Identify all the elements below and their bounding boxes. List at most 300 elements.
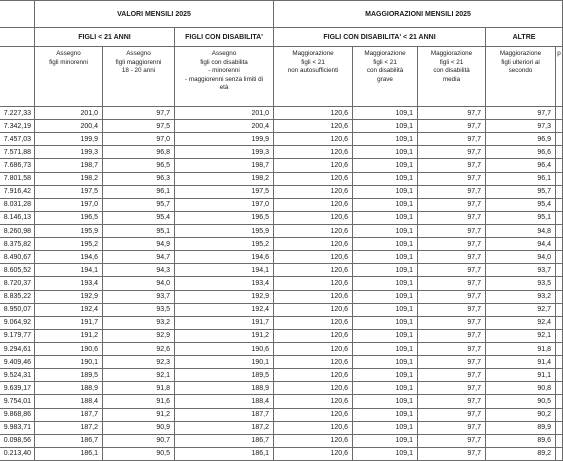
value-cell: 120,6 xyxy=(274,107,353,120)
value-cell: 94,4 xyxy=(486,238,556,251)
value-cell: 96,1 xyxy=(103,185,175,198)
value-cell: 96,9 xyxy=(486,133,556,146)
value-cell: 97,3 xyxy=(486,120,556,133)
value-cell xyxy=(556,159,563,172)
subgroup-other: ALTRE xyxy=(486,28,563,47)
value-cell: 91,4 xyxy=(486,356,556,369)
value-cell: 120,6 xyxy=(274,224,353,237)
value-cell: 192,4 xyxy=(35,303,103,316)
value-cell: 97,7 xyxy=(418,172,486,185)
value-cell: 94,3 xyxy=(103,264,175,277)
value-cell xyxy=(556,395,563,408)
value-cell: 120,6 xyxy=(274,329,353,342)
value-cell: 94,9 xyxy=(103,238,175,251)
value-cell: 97,7 xyxy=(486,107,556,120)
value-cell: 109,1 xyxy=(353,172,418,185)
value-cell: 91,8 xyxy=(103,382,175,395)
value-cell: 109,1 xyxy=(353,290,418,303)
value-cell xyxy=(556,133,563,146)
value-cell: 187,2 xyxy=(175,421,274,434)
value-cell: 120,6 xyxy=(274,251,353,264)
value-cell xyxy=(556,277,563,290)
value-cell: 186,1 xyxy=(35,447,103,460)
value-cell: 191,7 xyxy=(175,316,274,329)
value-cell: 120,6 xyxy=(274,264,353,277)
value-cell: 109,1 xyxy=(353,434,418,447)
column-header-8 xyxy=(556,47,563,107)
value-cell: 191,2 xyxy=(35,329,103,342)
value-cell: 90,5 xyxy=(103,447,175,460)
value-cell: 120,6 xyxy=(274,120,353,133)
table-row xyxy=(0,224,563,237)
value-cell: 197,0 xyxy=(35,198,103,211)
income-threshold-cell: 9.983,71 xyxy=(0,421,35,434)
value-cell: 92,4 xyxy=(486,316,556,329)
table-row xyxy=(0,172,563,185)
value-cell: 200,4 xyxy=(35,120,103,133)
table-body xyxy=(0,107,563,461)
column-header-1 xyxy=(35,47,103,107)
value-cell: 109,1 xyxy=(353,120,418,133)
income-threshold-cell: 7.227,33 xyxy=(0,107,35,120)
column-header-line: figli < 21 xyxy=(439,58,464,66)
value-cell: 190,1 xyxy=(175,356,274,369)
value-cell: 109,1 xyxy=(353,133,418,146)
value-cell: 96,6 xyxy=(486,146,556,159)
value-cell xyxy=(556,342,563,355)
income-threshold-cell: 7.801,58 xyxy=(0,172,35,185)
value-cell: 90,5 xyxy=(486,395,556,408)
column-header-line: figli maggiorenni xyxy=(115,58,162,66)
table-row xyxy=(0,342,563,355)
value-cell: 200,4 xyxy=(175,120,274,133)
value-cell: 97,7 xyxy=(103,107,175,120)
value-cell: 97,7 xyxy=(418,185,486,198)
value-cell: 97,7 xyxy=(418,146,486,159)
value-cell: 97,7 xyxy=(418,447,486,460)
value-cell xyxy=(556,434,563,447)
column-header-line: - minorenni xyxy=(208,67,240,75)
group-header-row xyxy=(0,1,563,28)
value-cell: 186,7 xyxy=(175,434,274,447)
value-cell: 109,1 xyxy=(353,408,418,421)
value-cell: 193,4 xyxy=(35,277,103,290)
value-cell: 89,9 xyxy=(486,421,556,434)
income-threshold-cell: 9.754,01 xyxy=(0,395,35,408)
value-cell: 120,6 xyxy=(274,159,353,172)
column-header-line: grave xyxy=(377,75,393,83)
value-cell: 109,1 xyxy=(353,316,418,329)
value-cell: 187,2 xyxy=(35,421,103,434)
column-header-3 xyxy=(175,47,274,107)
value-cell xyxy=(556,303,563,316)
value-cell: 97,7 xyxy=(418,107,486,120)
value-cell: 190,6 xyxy=(175,342,274,355)
table-row xyxy=(0,303,563,316)
income-threshold-cell: 8.490,67 xyxy=(0,251,35,264)
subgroup-children-disability-under-21: FIGLI CON DISABILITA' < 21 ANNI xyxy=(274,28,486,47)
value-cell: 95,4 xyxy=(103,211,175,224)
value-cell xyxy=(556,356,563,369)
value-cell xyxy=(556,146,563,159)
value-cell: 95,1 xyxy=(486,211,556,224)
value-cell: 198,2 xyxy=(175,172,274,185)
table-row xyxy=(0,264,563,277)
subgroup-children-under-21: FIGLI < 21 ANNI xyxy=(35,28,175,47)
value-cell: 93,5 xyxy=(486,277,556,290)
value-cell: 97,7 xyxy=(418,198,486,211)
value-cell: 94,7 xyxy=(103,251,175,264)
value-cell: 109,1 xyxy=(353,185,418,198)
value-cell: 120,6 xyxy=(274,369,353,382)
value-cell: 92,9 xyxy=(103,329,175,342)
value-cell: 192,9 xyxy=(175,290,274,303)
value-cell: 97,7 xyxy=(418,408,486,421)
value-cell: 194,6 xyxy=(175,251,274,264)
column-header-line: figli minorenni xyxy=(49,58,88,66)
value-cell: 109,1 xyxy=(353,238,418,251)
income-threshold-cell: 9.064,92 xyxy=(0,316,35,329)
value-cell: 109,1 xyxy=(353,303,418,316)
value-cell: 90,2 xyxy=(486,408,556,421)
value-cell: 96,1 xyxy=(486,172,556,185)
value-cell: 97,7 xyxy=(418,421,486,434)
table-row xyxy=(0,198,563,211)
value-cell: 97,7 xyxy=(418,434,486,447)
value-cell: 120,6 xyxy=(274,303,353,316)
value-cell: 109,1 xyxy=(353,369,418,382)
value-cell: 91,8 xyxy=(486,342,556,355)
income-threshold-cell: 9.524,31 xyxy=(0,369,35,382)
value-cell xyxy=(556,369,563,382)
table-row xyxy=(0,408,563,421)
value-cell: 188,4 xyxy=(175,395,274,408)
group-monthly-increments: MAGGIORAZIONI MENSILI 2025 xyxy=(274,1,563,28)
income-threshold-cell: 8.375,82 xyxy=(0,238,35,251)
column-header-line: figli ulteriori al xyxy=(501,58,540,66)
value-cell: 201,0 xyxy=(35,107,103,120)
value-cell: 90,8 xyxy=(486,382,556,395)
income-threshold-cell: 0.213,40 xyxy=(0,447,35,460)
value-cell: 93,2 xyxy=(486,290,556,303)
value-cell: 89,2 xyxy=(486,447,556,460)
table-row xyxy=(0,421,563,434)
value-cell xyxy=(556,447,563,460)
value-cell: 120,6 xyxy=(274,447,353,460)
value-cell: 193,4 xyxy=(175,277,274,290)
value-cell xyxy=(556,172,563,185)
column-header-line: Maggiorazione xyxy=(292,50,334,57)
value-cell: 197,5 xyxy=(175,185,274,198)
value-cell: 109,1 xyxy=(353,329,418,342)
value-cell: 94,0 xyxy=(486,251,556,264)
value-cell: 92,1 xyxy=(486,329,556,342)
value-cell xyxy=(556,382,563,395)
value-cell: 90,7 xyxy=(103,434,175,447)
column-header-line: Assegno xyxy=(211,50,237,57)
table-row xyxy=(0,434,563,447)
column-header-4 xyxy=(274,47,353,107)
income-threshold-cell: 7.342,19 xyxy=(0,120,35,133)
value-cell: 190,1 xyxy=(35,356,103,369)
value-cell xyxy=(556,316,563,329)
income-threshold-cell: 9.409,46 xyxy=(0,356,35,369)
value-cell: 195,2 xyxy=(175,238,274,251)
table-row xyxy=(0,251,563,264)
value-cell xyxy=(556,211,563,224)
value-cell: 188,9 xyxy=(35,382,103,395)
value-cell: 97,7 xyxy=(418,395,486,408)
income-threshold-cell: 7.916,42 xyxy=(0,185,35,198)
table-row xyxy=(0,133,563,146)
income-threshold-cell: 8.720,37 xyxy=(0,277,35,290)
value-cell: 190,6 xyxy=(35,342,103,355)
value-cell: 195,9 xyxy=(35,224,103,237)
value-cell xyxy=(556,238,563,251)
income-threshold-cell: 8.950,07 xyxy=(0,303,35,316)
table-row xyxy=(0,290,563,303)
value-cell: 120,6 xyxy=(274,198,353,211)
value-cell: 120,6 xyxy=(274,238,353,251)
value-cell: 91,6 xyxy=(103,395,175,408)
value-cell: 196,5 xyxy=(35,211,103,224)
column-header-line: figli con disabilita xyxy=(200,58,248,66)
value-cell: 92,3 xyxy=(103,356,175,369)
column-header-line: Maggiorazione xyxy=(499,50,542,57)
column-header-line: con disabilità xyxy=(366,67,404,75)
column-header-line: p xyxy=(557,50,561,57)
value-cell: 97,7 xyxy=(418,356,486,369)
value-cell: 192,4 xyxy=(175,303,274,316)
income-threshold-cell: 9.639,17 xyxy=(0,382,35,395)
table-row xyxy=(0,356,563,369)
value-cell: 97,7 xyxy=(418,382,486,395)
table-row xyxy=(0,107,563,120)
value-cell: 120,6 xyxy=(274,211,353,224)
value-cell xyxy=(556,107,563,120)
value-cell: 109,1 xyxy=(353,251,418,264)
income-threshold-cell: 8.260,98 xyxy=(0,224,35,237)
income-threshold-cell: 9.868,86 xyxy=(0,408,35,421)
value-cell: 109,1 xyxy=(353,447,418,460)
value-cell: 109,1 xyxy=(353,198,418,211)
value-cell: 109,1 xyxy=(353,146,418,159)
value-cell: 187,7 xyxy=(175,408,274,421)
value-cell: 120,6 xyxy=(274,290,353,303)
value-cell: 97,7 xyxy=(418,277,486,290)
value-cell: 109,1 xyxy=(353,224,418,237)
value-cell: 120,6 xyxy=(274,408,353,421)
value-cell: 120,6 xyxy=(274,185,353,198)
column-header-line: Maggiorazione xyxy=(430,50,473,57)
income-threshold-cell: 9.294,61 xyxy=(0,342,35,355)
value-cell: 198,2 xyxy=(35,172,103,185)
value-cell: 109,1 xyxy=(353,395,418,408)
column-header-row xyxy=(0,47,563,107)
table-row xyxy=(0,146,563,159)
subgroup-header-row xyxy=(0,28,563,47)
value-cell: 196,5 xyxy=(175,211,274,224)
value-cell: 90,9 xyxy=(103,421,175,434)
table-row xyxy=(0,369,563,382)
value-cell: 198,7 xyxy=(35,159,103,172)
corner-cell xyxy=(0,28,35,47)
table-row xyxy=(0,395,563,408)
value-cell: 97,7 xyxy=(418,238,486,251)
value-cell: 96,3 xyxy=(103,172,175,185)
value-cell: 197,0 xyxy=(175,198,274,211)
income-threshold-cell: 7.457,03 xyxy=(0,133,35,146)
income-threshold-cell: 7.571,88 xyxy=(0,146,35,159)
column-header-line: Assegno xyxy=(126,50,151,57)
value-cell xyxy=(556,198,563,211)
column-header-line: 18 - 20 anni xyxy=(121,67,156,75)
value-cell: 120,6 xyxy=(274,172,353,185)
value-cell xyxy=(556,120,563,133)
table-row xyxy=(0,120,563,133)
value-cell: 189,5 xyxy=(35,369,103,382)
value-cell: 97,7 xyxy=(418,120,486,133)
value-cell: 199,3 xyxy=(35,146,103,159)
table-row xyxy=(0,316,563,329)
value-cell: 109,1 xyxy=(353,342,418,355)
value-cell: 94,8 xyxy=(486,224,556,237)
value-cell: 89,6 xyxy=(486,434,556,447)
value-cell: 95,7 xyxy=(103,198,175,211)
column-header-line: età xyxy=(219,84,229,92)
value-cell: 97,7 xyxy=(418,224,486,237)
value-cell: 120,6 xyxy=(274,277,353,290)
column-header-line: figli < 21 xyxy=(373,58,397,66)
income-threshold-cell: 0.098,56 xyxy=(0,434,35,447)
value-cell: 97,7 xyxy=(418,251,486,264)
value-cell xyxy=(556,329,563,342)
value-cell: 97,7 xyxy=(418,329,486,342)
value-cell: 97,7 xyxy=(418,316,486,329)
table-row xyxy=(0,211,563,224)
value-cell xyxy=(556,251,563,264)
value-cell: 195,2 xyxy=(35,238,103,251)
value-cell: 97,7 xyxy=(418,342,486,355)
value-cell: 199,3 xyxy=(175,146,274,159)
column-header-2 xyxy=(103,47,175,107)
value-cell xyxy=(556,185,563,198)
value-cell: 189,5 xyxy=(175,369,274,382)
value-cell: 109,1 xyxy=(353,382,418,395)
value-cell: 96,8 xyxy=(103,146,175,159)
value-cell: 91,2 xyxy=(103,408,175,421)
column-header-line: secondo xyxy=(508,67,533,75)
value-cell: 95,4 xyxy=(486,198,556,211)
value-cell: 94,0 xyxy=(103,277,175,290)
value-cell: 93,2 xyxy=(103,316,175,329)
value-cell: 120,6 xyxy=(274,356,353,369)
column-header-line: Assegno xyxy=(56,50,81,57)
value-cell: 97,7 xyxy=(418,159,486,172)
value-cell: 120,6 xyxy=(274,342,353,355)
value-cell: 192,9 xyxy=(35,290,103,303)
value-cell: 109,1 xyxy=(353,211,418,224)
value-cell: 109,1 xyxy=(353,159,418,172)
column-header-line: media xyxy=(442,75,461,83)
income-threshold-cell: 8.031,28 xyxy=(0,198,35,211)
table-row xyxy=(0,382,563,395)
corner-cell xyxy=(0,1,35,28)
value-cell: 199,9 xyxy=(35,133,103,146)
value-cell xyxy=(556,421,563,434)
income-threshold-cell: 9.179,77 xyxy=(0,329,35,342)
value-cell: 97,7 xyxy=(418,290,486,303)
value-cell: 201,0 xyxy=(175,107,274,120)
value-cell: 188,9 xyxy=(175,382,274,395)
value-cell: 109,1 xyxy=(353,421,418,434)
value-cell: 109,1 xyxy=(353,264,418,277)
column-header-line: figli < 21 xyxy=(301,58,325,66)
value-cell: 197,5 xyxy=(35,185,103,198)
value-cell: 97,7 xyxy=(418,303,486,316)
value-cell: 97,7 xyxy=(418,369,486,382)
value-cell: 194,6 xyxy=(35,251,103,264)
table-row xyxy=(0,159,563,172)
value-cell: 198,7 xyxy=(175,159,274,172)
value-cell: 97,0 xyxy=(103,133,175,146)
value-cell: 91,1 xyxy=(486,369,556,382)
value-cell: 120,6 xyxy=(274,146,353,159)
value-cell: 109,1 xyxy=(353,107,418,120)
column-header-line: - maggiorenni senza limiti di xyxy=(184,75,264,83)
value-cell: 187,7 xyxy=(35,408,103,421)
value-cell: 120,6 xyxy=(274,382,353,395)
column-header-7 xyxy=(486,47,556,107)
column-header-6 xyxy=(418,47,486,107)
value-cell: 97,7 xyxy=(418,211,486,224)
value-cell: 92,1 xyxy=(103,369,175,382)
value-cell: 120,6 xyxy=(274,421,353,434)
value-cell xyxy=(556,224,563,237)
value-cell: 191,2 xyxy=(175,329,274,342)
value-cell: 96,4 xyxy=(486,159,556,172)
value-cell: 186,7 xyxy=(35,434,103,447)
value-cell xyxy=(556,264,563,277)
table-row xyxy=(0,329,563,342)
column-header-line: Maggiorazione xyxy=(364,50,406,57)
subgroup-children-disability: FIGLI CON DISABILITA' xyxy=(175,28,274,47)
income-threshold-cell: 8.605,52 xyxy=(0,264,35,277)
table-row xyxy=(0,447,563,460)
value-cell: 109,1 xyxy=(353,356,418,369)
value-cell: 120,6 xyxy=(274,316,353,329)
column-header-line: con disabilità xyxy=(433,67,470,75)
table-row xyxy=(0,277,563,290)
value-cell: 93,7 xyxy=(486,264,556,277)
value-cell: 120,6 xyxy=(274,133,353,146)
column-header-5 xyxy=(353,47,418,107)
income-threshold-cell: 8.835,22 xyxy=(0,290,35,303)
value-cell: 195,9 xyxy=(175,224,274,237)
value-cell: 92,7 xyxy=(486,303,556,316)
value-cell: 199,9 xyxy=(175,133,274,146)
group-monthly-values: VALORI MENSILI 2025 xyxy=(35,1,274,28)
value-cell: 120,6 xyxy=(274,395,353,408)
value-cell: 97,7 xyxy=(418,133,486,146)
value-cell: 92,6 xyxy=(103,342,175,355)
table-row xyxy=(0,238,563,251)
value-cell: 188,4 xyxy=(35,395,103,408)
value-cell: 96,5 xyxy=(103,159,175,172)
value-cell xyxy=(556,408,563,421)
value-cell: 95,7 xyxy=(486,185,556,198)
value-cell: 194,1 xyxy=(35,264,103,277)
